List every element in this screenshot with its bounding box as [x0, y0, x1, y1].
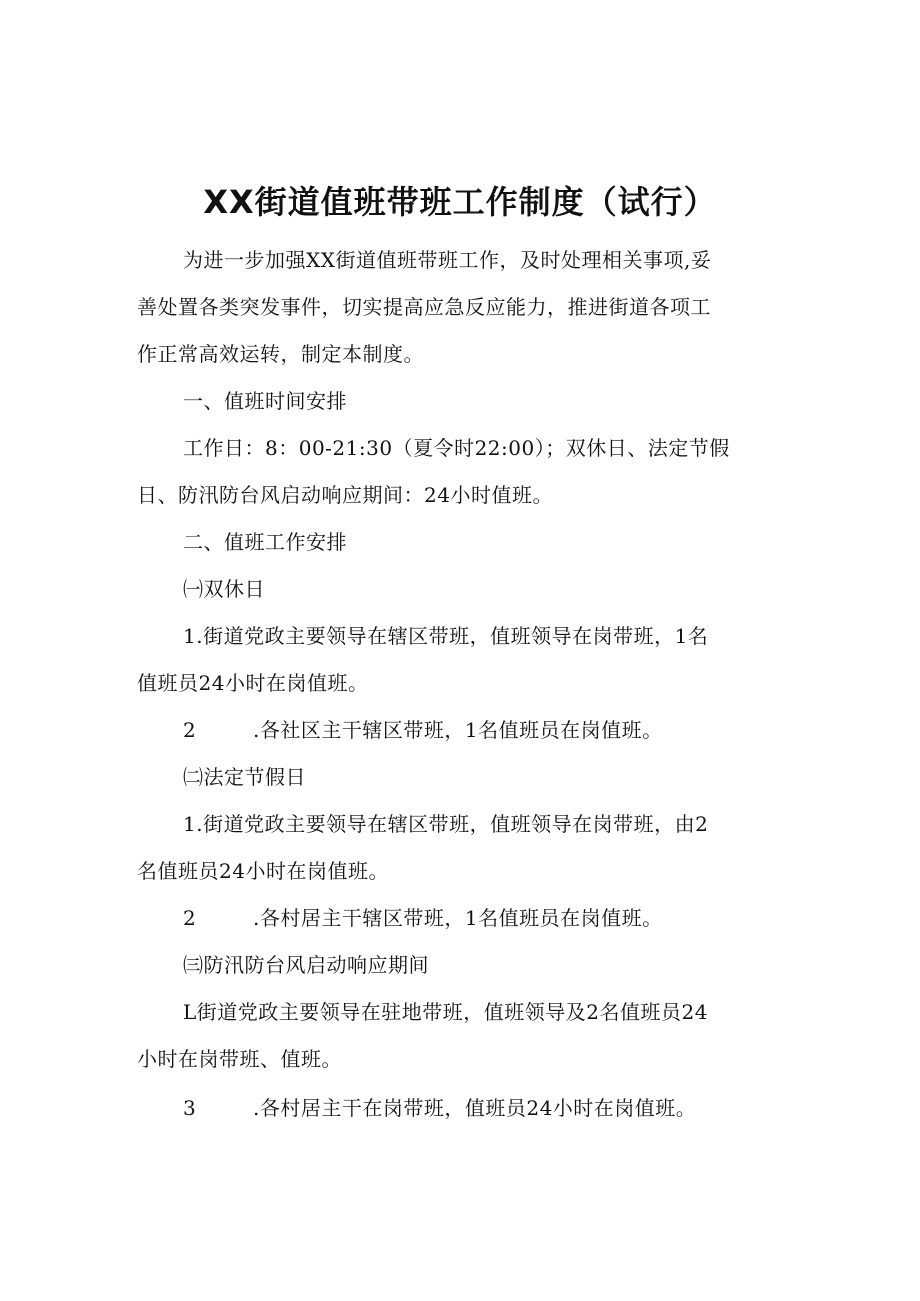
sub1-heading: ㈠双休日	[183, 577, 265, 601]
sub3-item3-number: 3	[183, 1096, 197, 1120]
sub3-heading: ㈢防汛防台风启动响应期间	[183, 953, 429, 977]
document-title: XX街道值班带班工作制度（试行）	[203, 183, 717, 221]
sub1-item1-line-1: 1.街道党政主要领导在辖区带班，值班领导在岗带班，1名	[183, 624, 709, 648]
sub2-item2-number: 2	[183, 906, 197, 930]
section1-heading: 一、值班时间安排	[183, 389, 347, 413]
sub2-item2	[183, 902, 833, 934]
sub1-item2	[183, 714, 833, 746]
intro-line-1: 为进一步加强XX街道值班带班工作，及时处理相关事项,妥	[183, 248, 712, 272]
sub3-item3	[183, 1092, 833, 1124]
sub3-item1-line-2: 小时在岗带班、值班。	[137, 1047, 342, 1071]
intro-line-2: 善处置各类突发事件，切实提高应急反应能力，推进街道各项工	[137, 295, 711, 319]
sub2-heading: ㈡法定节假日	[183, 765, 306, 789]
section1-line-2: 日、防汛防台风启动响应期间：24小时值班。	[137, 483, 553, 507]
sub1-item2-number: 2	[183, 718, 197, 742]
sub2-item1-line-2: 名值班员24小时在岗值班。	[137, 859, 389, 883]
intro-line-3: 作正常高效运转，制定本制度。	[137, 342, 424, 366]
section2-heading: 二、值班工作安排	[183, 530, 347, 554]
sub3-item3-text: .各村居主干在岗带班，值班员24小时在岗值班。	[253, 1096, 697, 1120]
sub2-item2-text: .各村居主干辖区带班，1名值班员在岗值班。	[253, 906, 663, 930]
sub1-item1-line-2: 值班员24小时在岗值班。	[137, 671, 369, 695]
sub2-item1-line-1: 1.街道党政主要领导在辖区带班，值班领导在岗带班，由2	[183, 812, 709, 836]
sub3-item1-line-1: L街道党政主要领导在驻地带班，值班领导及2名值班员24	[183, 1000, 708, 1024]
sub1-item2-text: .各社区主干辖区带班，1名值班员在岗值班。	[253, 718, 663, 742]
section1-line-1: 工作日：8：00-21:30（夏令时22:00）；双休日、法定节假	[183, 436, 730, 460]
